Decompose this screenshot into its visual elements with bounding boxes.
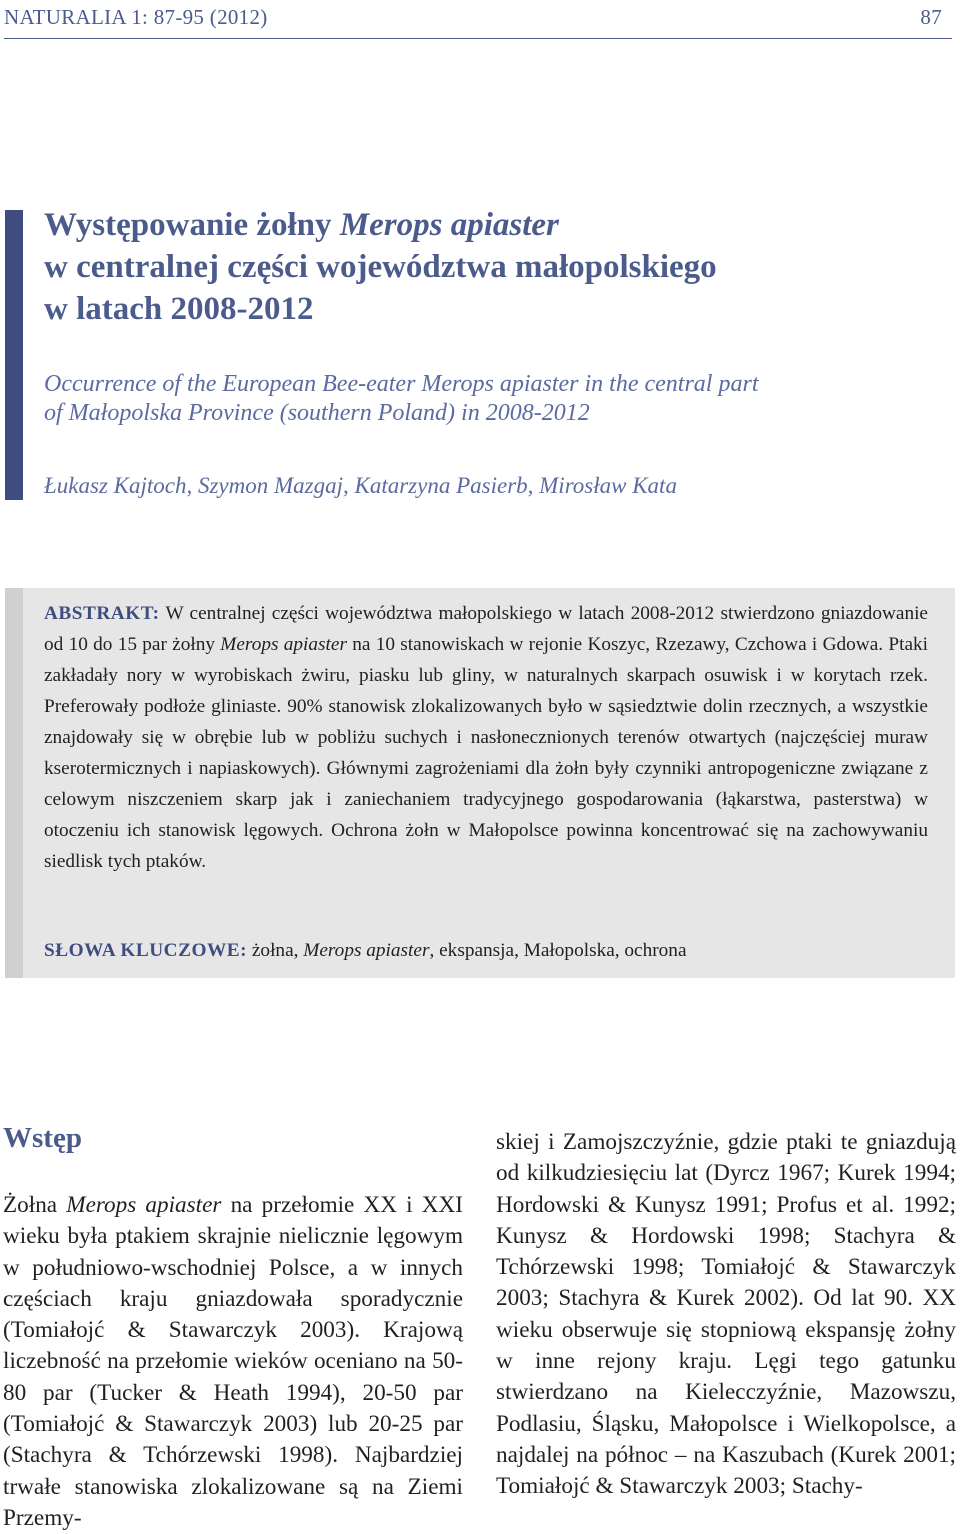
english-title: [44, 370, 924, 428]
section-heading-intro: Wstęp: [3, 1122, 82, 1154]
title-species: Merops apiaster: [339, 207, 559, 243]
english-title-line-2: of Małopolska Province (southern Poland) in 2008-2012: [44, 400, 590, 426]
abstract-text-rest: na 10 stanowiskach w rejonie Koszyc, Rzezawy, Czchowa i Gdowa. Ptaki zakładały nory w wyrobiskach żwiru, piasku lub gliny, w naturalnych skarpach osuwisk i w korytach rzek. Preferowały podłoże gliniaste. 90% stanowisk zlokalizowanych było w sąsiedztwie dolin rzecznych, a wszystkie znajdowały się w obrębie lub w pobliżu suchych i nasłonecznionych terenów otwartych (najczęściej muraw kserotermicznych i napiaskowych). Głównymi zagrożeniami dla żołn były czynniki antropogeniczne związane z celowym niszczeniem skarp jak i zaniechaniem tradycyjnego gospodarowania (łąkarstwa, pasterstwa) w otoczeniu ich stanowisk lęgowych. Ochrona żołn w Małopolsce powinna koncentrować się na zachowywaniu siedlisk tych ptaków.: [44, 634, 929, 872]
intro-species: Merops apiaster: [66, 1192, 222, 1218]
journal-citation: NATURALIA 1: 87-95 (2012): [4, 5, 268, 29]
abstract-accent-bar: [5, 588, 23, 978]
intro-left-column: [3, 1190, 463, 1534]
article-title: [44, 204, 924, 330]
keywords: [44, 940, 928, 962]
intro-right-column: [496, 1127, 956, 1503]
title-line-2: w centralnej części województwa małopolskiego: [44, 249, 717, 285]
intro-text-right: skiej i Zamojszczyźnie, gdzie ptaki te gniazdują od kilkudziesięciu lat (Dyrcz 1967; Kurek 1994; Hordowski & Kunysz 1991; Profus et al. 1992; Kunysz & Hordowski 1998; Stachyra & Tchórzewski 1998; Tomiałojć & Stawarczyk 2003; Stachyra & Kurek 2002). Od lat 90. XX wieku obserwuje się stopniową ekspansję żołny w inne rejony kraju. Lęgi tego gatunku stwierdzano na Kielecczyźnie, Mazowszu, Podlasiu, Śląsku, Małopolsce i Wielkopolsce, a najdalej na północ – na Kaszubach (Kurek 2001; Tomiałojć & Stawarczyk 2003; Stachy-: [496, 1129, 956, 1500]
keywords-text-start: żołna,: [247, 940, 304, 961]
running-head: [4, 2, 954, 38]
keywords-label: SŁOWA KLUCZOWE:: [44, 940, 248, 961]
abstract-species: Merops apiaster: [220, 634, 347, 655]
abstract-label: ABSTRAKT:: [44, 603, 160, 624]
intro-text-start: Żołna: [3, 1192, 67, 1218]
abstract-text-start: W centralnej części województwa małopolskiego w latach 2008-2012 stwierdzono gniazdowanie od 10 do 15 par żołny: [44, 603, 928, 655]
title-line-1: [44, 204, 924, 246]
english-title-line-1: Occurrence of the European Bee-eater Merops apiaster in the central part: [44, 371, 759, 397]
author-list: Łukasz Kajtoch, Szymon Mazgaj, Katarzyna Pasierb, Mirosław Kata: [44, 473, 677, 498]
header-rule: [4, 38, 952, 39]
title-accent-bar: [5, 210, 23, 500]
page-number: 87: [920, 5, 942, 29]
intro-text-left: na przełomie XX i XXI wieku była ptakiem skrajnie nielicznie lęgowym w południowo-wschodniej Polsce, a w innych częściach kraju gniazdowała sporadycznie (Tomiałojć & Stawarczyk 2003). Krajową liczebność na przełomie wieków oceniano na 50-80 par (Tucker & Heath 1994), 20-50 par (Tomiałojć & Stawarczyk 2003) lub 20-25 par (Stachyra & Tchórzewski 1998). Najbardziej trwałe stanowiska zlokalizowane są na Ziemi Przemy-: [3, 1192, 463, 1531]
title-line-3: w latach 2008-2012: [44, 291, 314, 327]
abstract: [44, 598, 928, 877]
title-text: Występowanie żołny: [44, 207, 340, 243]
keywords-species: Merops apiaster: [303, 940, 430, 961]
keywords-text-rest: , ekspansja, Małopolska, ochrona: [429, 940, 687, 961]
